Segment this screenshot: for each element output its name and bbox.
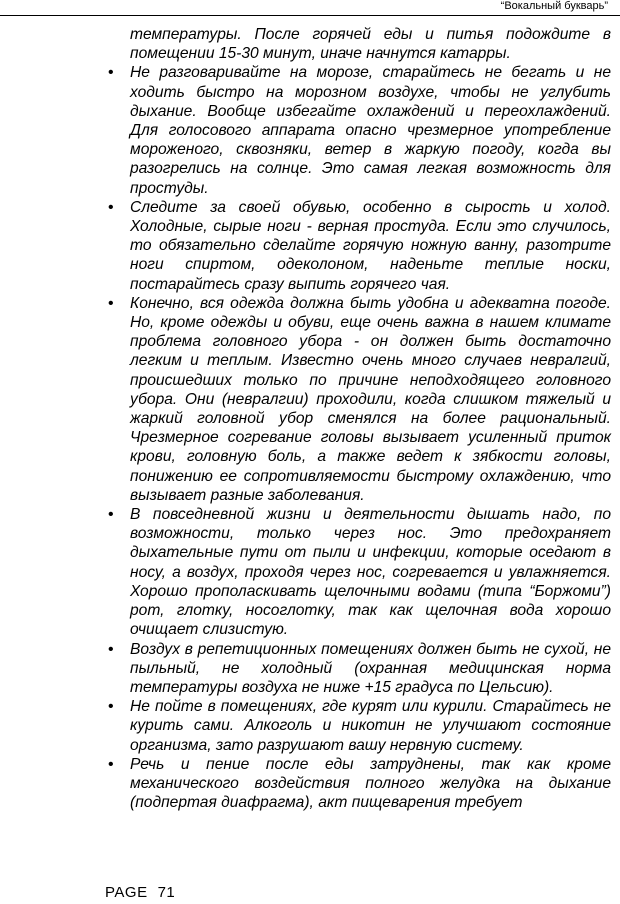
bullet-icon: • [108,755,114,773]
page-label: PAGE [105,884,148,901]
list-item [105,198,611,294]
list-item [105,640,611,698]
bullet-icon: • [108,506,114,524]
list-item-text: Конечно, вся одежда должна быть удобна и адекватна погоде. Но, кроме одежды и обуви, еще очень важна в нашем климате проблема головного убора - он должен быть достаточно легким и теплым. Известно очень много случаев невралгий, происшедших только по причине неподходящего головного убора. Они (невралгии) проходили, когда слишком тяжелый и жаркий головной убор сменялся на более рациональный. Чрезмерное согревание головы вызывает усиленный приток крови, головную боль, а также ведет к зябкости головы, понижению ее сопротивляемости быстрому охлаждению, что вызывает разные заболевания. [130,294,611,504]
bullet-icon: • [108,640,114,658]
page-footer [105,884,175,902]
running-header-title: “Вокальный букварь” [500,0,608,12]
list-item-text: Речь и пение после еды затруднены, так как кроме механического воздействия полного желудка на дыхание (подпертая диафрагма), акт пищеварения требует [130,755,611,812]
list-item [105,505,611,639]
list-item [105,294,611,505]
list-item [105,755,611,813]
intro-paragraph: температуры. После горячей еды и питья подождите в помещении 15-30 минут, иначе начнутся катарры. [130,26,611,63]
bullet-icon: • [108,698,114,716]
bullet-icon: • [108,198,114,216]
header-rule [0,15,620,16]
list-item-text: Не разговаривайте на морозе, старайтесь не бегать и не ходить быстро на морозном воздухе, чтобы не углубить дыхание. Вообще избегайте охлаждений и переохлаждений. Для голосового аппарата опасно чрезмерное употребление мороженого, сквозняки, ветер в жаркую погоду, когда вы разогрелись на солнце. Это самая легкая возможность для простуды. [130,64,611,197]
bullet-icon: • [108,64,114,82]
bullet-icon: • [108,294,114,312]
page-body [105,25,611,812]
list-item-text: Воздух в репетиционных помещениях должен быть не сухой, не пыльный, не холодный (охранная медицинская норма температуры воздуха не ниже +15 градуса по Цельсию). [130,640,611,696]
list-item [105,697,611,755]
list-item-text: Не пойте в помещениях, где курят или курили. Старайтесь не курить сами. Алкоголь и никотин не улучшают состояние организма, зато разрушают вашу нервную систему. [130,698,611,754]
list-item-text: В повседневной жизни и деятельности дышать надо, по возможности, только через нос. Это предохраняет дыхательные пути от пыли и инфекции, которые оседают в носу, а воздух, проходя через нос, согревается и увлажняется. Хорошо прополаскивать щелочными водами (типа “Боржоми”) рот, глотку, носоглотку, так как щелочная вода хорошо очищает слизистую. [130,506,611,639]
list-item [105,63,611,197]
list-item-text: Следите за своей обувью, особенно в сырость и холод. Холодные, сырые ноги - верная простуда. Если это случилось, то обязательно сделайте горячую ножную ванну, разотрите ноги спиртом, одеколоном, наденьте теплые носки, постарайтесь сразу выпить горячего чая. [130,198,611,293]
page-number: 71 [157,884,176,901]
advice-list [105,63,611,812]
